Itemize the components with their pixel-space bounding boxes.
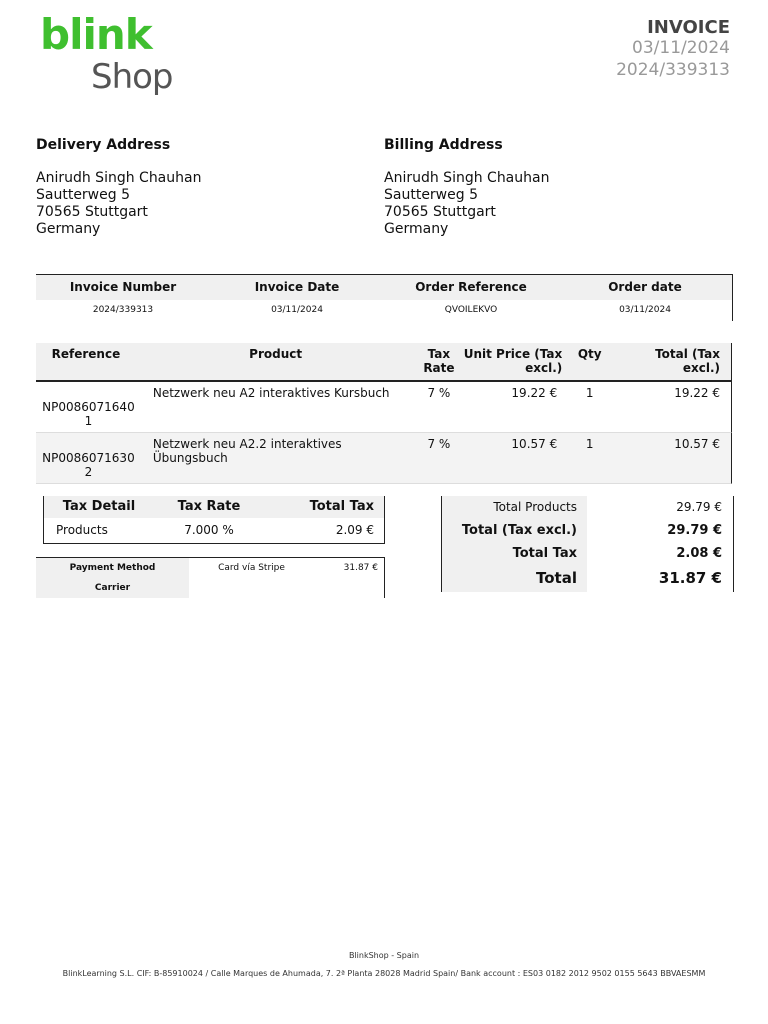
col-unit-price: Unit Price (Tax excl.) [463,347,563,375]
row-qty: 1 [585,437,594,451]
tax-detail-col-total: Total Tax [309,499,374,514]
delivery-city: 70565 Stuttgart [36,204,148,220]
tax-detail-col-rate: Tax Rate [177,499,241,514]
row-qty: 1 [585,386,594,400]
tax-detail-total: 2.09 € [335,523,374,537]
invoice-date: 03/11/2024 [632,38,730,58]
tax-detail-row [44,518,384,542]
billing-name: Anirudh Singh Chauhan [384,170,550,186]
delivery-street: Sautterweg 5 [36,187,130,203]
totals-table [441,496,734,592]
carrier-row [36,578,384,598]
info-order-date: 03/11/2024 [619,305,671,315]
billing-country: Germany [384,221,449,237]
delivery-name: Anirudh Singh Chauhan [36,170,202,186]
row-tax-rate: 7 % [427,437,451,451]
total-tax-excl-label: Total (Tax excl.) [442,519,587,542]
total-products-row [442,496,733,519]
delivery-address [36,137,201,238]
row-product: Netzwerk neu A2 interaktives Kursbuch [152,386,390,400]
grand-total-value: 31.87 € [658,569,722,587]
invoice-info-table [36,274,733,321]
info-order-reference: QVOILEKVO [444,305,498,315]
row-tax-rate: 7 % [427,386,451,400]
info-invoice-date: 03/11/2024 [271,305,323,315]
carrier-value [189,578,314,598]
footer-company: BlinkShop - Spain [348,951,420,960]
grand-total-row [442,565,733,592]
tax-detail-col-label: Tax Detail [62,499,136,514]
total-products-value: 29.79 € [676,500,722,514]
billing-city: 70565 Stuttgart [384,204,496,220]
footer-legal: BlinkLearning S.L. CIF: B-85910024 / Calle Marques de Ahumada, 7. 2ª Planta 28028 Madrid Spain/ Bank account : ES03 0182 2012 9502 0155 5643 BBVAESMM [62,969,706,978]
invoice-number: 2024/339313 [616,60,730,80]
payment-method-value: Card vía Stripe [218,563,285,573]
total-tax-label: Total Tax [442,542,587,565]
total-tax-excl-row [442,519,733,542]
info-header-invoice-number: Invoice Number [69,280,177,294]
total-products-label: Total Products [442,496,587,519]
delivery-heading: Delivery Address [36,137,171,153]
total-tax-excl-value: 29.79 € [667,523,722,538]
tax-detail-label: Products [56,523,108,537]
info-header-row [36,275,732,300]
tax-detail-header [44,496,384,518]
row-reference: NP0086071630 2 [42,451,135,479]
total-tax-row [442,542,733,565]
row-total: 10.57 € [674,437,720,451]
grand-total-label: Total [442,565,587,592]
info-header-order-reference: Order Reference [415,280,527,294]
info-header-invoice-date: Invoice Date [254,280,340,294]
total-tax-value: 2.08 € [676,546,722,561]
info-header-order-date: Order date [608,280,682,294]
row-total: 19.22 € [674,386,720,400]
table-row [36,432,732,484]
col-tax-rate: Tax Rate [423,347,455,375]
payment-method-amount: 31.87 € [343,563,378,573]
row-product: Netzwerk neu A2.2 interaktives Übungsbuch [152,437,342,465]
col-total: Total (Tax excl.) [655,347,721,375]
billing-address [384,137,549,238]
payment-method-row [36,558,384,578]
table-row [36,382,732,432]
products-table [36,343,732,484]
logo-blink: blink [40,10,152,59]
delivery-country: Germany [36,221,101,237]
info-value-row [36,300,732,321]
logo-shop: Shop [91,57,173,97]
tax-detail-table [43,496,385,544]
invoice-title: INVOICE [647,17,730,38]
payment-table [36,557,385,598]
carrier-label: Carrier [36,578,189,598]
info-invoice-number: 2024/339313 [92,305,154,315]
row-unit-price: 19.22 € [511,386,558,400]
billing-heading: Billing Address [384,137,503,153]
row-unit-price: 10.57 € [511,437,558,451]
col-reference: Reference [51,347,121,361]
row-reference: NP0086071640 1 [42,400,135,428]
payment-method-label: Payment Method [36,558,189,578]
tax-detail-rate: 7.000 % [184,523,234,537]
products-header-row [36,343,732,382]
billing-street: Sautterweg 5 [384,187,478,203]
col-product: Product [249,347,303,361]
col-qty: Qty [577,347,602,361]
